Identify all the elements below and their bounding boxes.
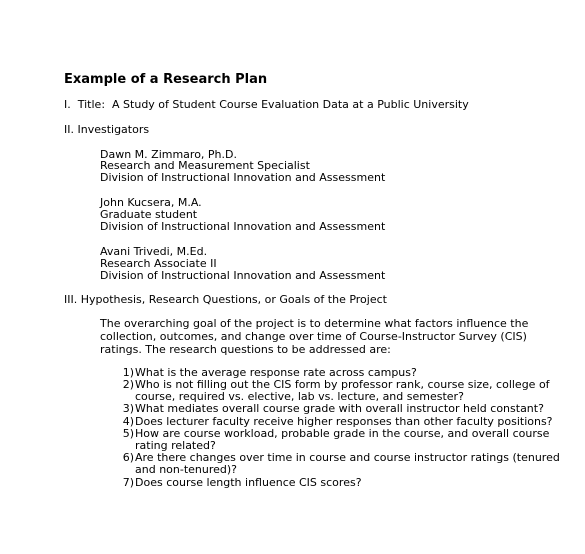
investigator-role: Research and Measurement Specialist [100,159,310,172]
question-number: 5) [122,427,134,440]
question-text: What mediates overall course grade with overall instructor held constant? [135,402,544,415]
document-title: Example of a Research Plan [64,72,268,87]
question-number: 2) [122,378,134,391]
section-title-line [64,98,469,111]
question-number: 7) [122,476,134,489]
question-number: 3) [122,402,134,415]
investigator-division: Division of Instructional Innovation and Assessment [100,269,386,282]
paragraph-line: collection, outcomes, and change over time of Course-Instructor Survey (CIS) [100,330,527,343]
section-number: I. [64,98,71,111]
investigator-name: Dawn M. Zimmaro, Ph.D. [100,148,237,161]
question-text: rating related? [135,439,216,452]
section-heading-investigators: II. Investigators [64,123,150,136]
question-text: Who is not filling out the CIS form by professor rank, course size, college of [135,378,550,391]
question-text: How are course workload, probable grade in the course, and overall course [135,427,550,440]
investigator-role: Graduate student [100,208,198,221]
question-text: Does lecturer faculty receive higher responses than other faculty positions? [135,415,553,428]
section-label: Title: [77,98,106,111]
question-text: Are there changes over time in course and course instructor ratings (tenured [135,451,560,464]
question-number: 1) [122,366,134,379]
section-heading-hypothesis: III. Hypothesis, Research Questions, or Goals of the Project [64,293,387,306]
question-text: Does course length influence CIS scores? [135,476,362,489]
investigator-division: Division of Instructional Innovation and Assessment [100,220,386,233]
investigator-name: Avani Trivedi, M.Ed. [100,245,208,258]
question-text: course, required vs. elective, lab vs. lecture, and semester? [135,390,464,403]
investigator-division: Division of Instructional Innovation and Assessment [100,171,386,184]
paragraph-line: ratings. The research questions to be addressed are: [100,343,391,356]
question-number: 4) [122,415,134,428]
investigator-name: John Kucsera, M.A. [100,196,202,209]
paragraph-line: The overarching goal of the project is to determine what factors influence the [100,317,529,330]
question-text: What is the average response rate across campus? [135,366,417,379]
question-text: and non-tenured)? [135,463,238,476]
question-number: 6) [122,451,134,464]
study-title: A Study of Student Course Evaluation Data at a Public University [112,98,469,111]
investigator-role: Research Associate II [100,257,217,270]
